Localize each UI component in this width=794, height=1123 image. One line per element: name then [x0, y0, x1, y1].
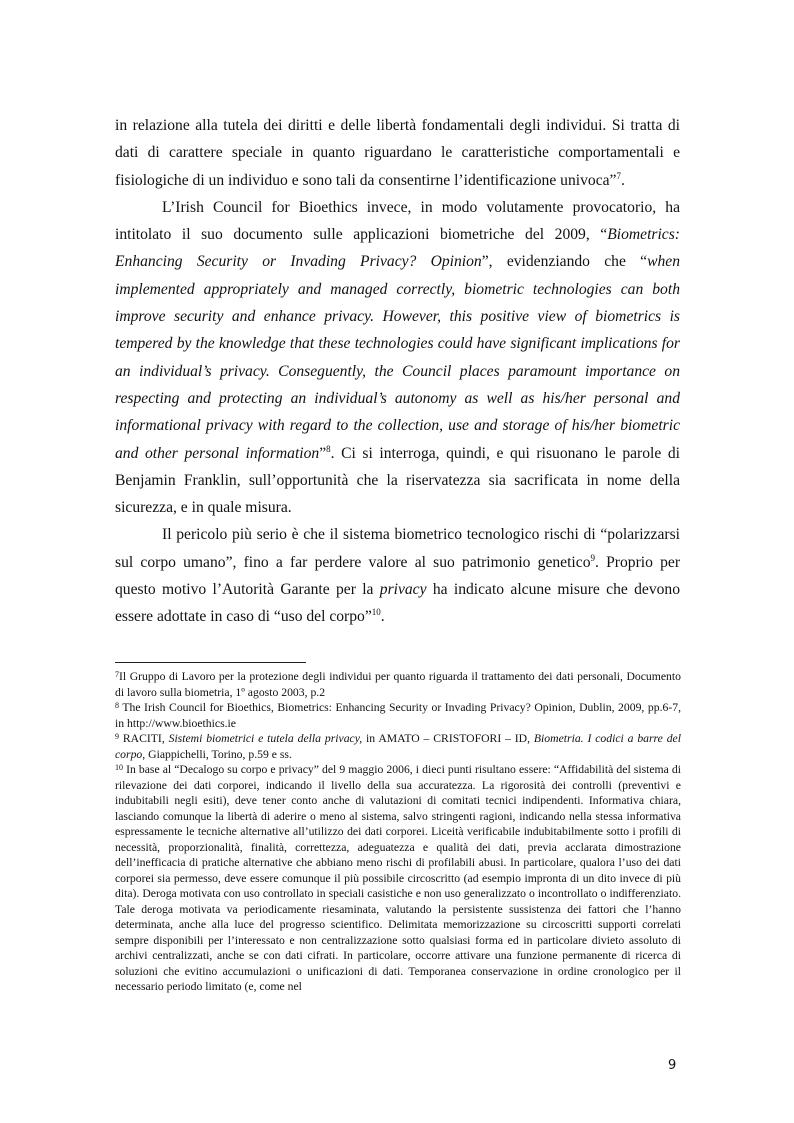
footnote-8: $^8$ The Irish Council for Bioethics, Biometrics: Enhancing Security or Invading Privacy? Opinion, Dublin, 2009, pp.6-7, in http://www.bioethics.ie	[115, 701, 681, 730]
footnote-ref-7[interactable]: 7	[616, 170, 621, 181]
quotation: when implemented appropriately and managed correctly, biometric technologies can both improve security and enhance privacy. However, this positive view of biometrics is tempered by the knowledge that these technologies could have significant implications for an individual’s privacy. Conseguently, the Council places paramount importance on respecting and protecting an individual’s autonomy as well as his/her personal and informational privacy with regard to the collection, use and storage of his/her biometric and other personal information	[115, 253, 680, 462]
document-title: Biometrics: Enhancing Security or Invading Privacy? Opinion	[115, 226, 680, 271]
footnote-separator	[115, 662, 306, 663]
paragraph-2: L’Irish Council for Bioethics invece, in modo volutamente provocatorio, ha intitolato il suo documento sulle applicazioni biometriche del 2009, “Biometrics: Enhancing Security or Invading Privacy? Opinion”, evidenziando che “when implemented appropriately and managed correctly, biometric technologies can both improve security and enhance privacy. However, this positive view of biometrics is tempered by the knowledge that these technologies could have significant implications for an individual’s privacy. Conseguently, the Council places paramount importance on respecting and protecting an individual’s autonomy as well as his/her personal and informational privacy with regard to the collection, use and storage of his/her biometric and other personal information”$^8$. Ci si interroga, quindi, e qui risuonano le parole di Benjamin Franklin, sull’opportunità che la riservatezza sia sacrificata in nome della sicurezza, e in quale misura.	[115, 198, 680, 517]
footnote-ref-10[interactable]: 10	[371, 607, 381, 618]
page-number: 9	[668, 1058, 677, 1073]
main-body	[115, 112, 680, 631]
footnote-ref-8[interactable]: 8	[326, 443, 331, 454]
footnote-9: $^9$ RACITI, Sistemi biometrici e tutela della privacy, in AMATO – CRISTOFORI – ID, Biometria. I codici a barre del corpo, Giappichelli, Torino, p.59 e ss.	[115, 732, 681, 761]
paragraph-3: Il pericolo più serio è che il sistema biometrico tecnologico rischi di “polarizzarsi sul corpo umano”, fino a far perdere valore al suo patrimonio genetico$^9$. Proprio per questo motivo l’Autorità Garante per la privacy ha indicato alcune misure che devono essere adottate in caso di “uso del corpo”$^{10}$.	[115, 526, 681, 626]
footnotes	[115, 669, 681, 995]
footnote-ref-9[interactable]: 9	[590, 552, 595, 563]
paragraph-1: in relazione alla tutela dei diritti e delle libertà fondamentali degli individui. Si tratta di dati di carattere speciale in quanto riguardano le caratteristiche comportamentali e fisiologiche di un individuo e sono tali da consentirne l’identificazione univoca”$^7$.	[115, 117, 680, 189]
footnote-7: $^7$Il Gruppo di Lavoro per la protezione degli individui per quanto riguarda il trattamento dei dati personali, Documento di lavoro sulla biometria, 1º agosto 2003, p.2	[115, 670, 681, 699]
footnote-10: $^{10}$ In base al “Decalogo su corpo e privacy” del 9 maggio 2006, i dieci punti risultano essere: “Affidabilità del sistema di rilevazione dei dati corporei, indicando il livello della sua accuratezza. La rigorosità dei controlli (preventivi e indubitabili negli esiti), deve tener conto anche di valutazioni di comitati tecnici indipendenti. Informativa chiara, lasciando comunque la libertà di aderire o meno al sistema, salvo stringenti ragioni, indicando nella stessa informativa espressamente le tecniche alternative all’utilizzo dei dati corporei. Liceità verificabile indubitabilmente sotto i profili di necessità, proporzionalità, finalità, correttezza, adeguatezza e qualità dei dati, previa acclarata dimostrazione dell’inefficacia di pratiche alternative che abbiano meno rischi di profilabili abusi. In particolare, qualora l’uso dei dati corporei sia permesso, deve essere comunque il più possibile circoscritto (ad esempio impronta di un dito invece di più dita). Deroga motivata con uso controllato in speciali casistiche e non uso generalizzato o incontrollato o indifferenziato. Tale deroga motivata va periodicamente riesaminata, valutando la persistente sussistenza dei fattori che l’hanno determinata, anche alla luce del progresso scientifico. Delimitata memorizzazione su circoscritti supporti correlati sempre disponibili per l’interessato e non centralizzazione sotto qualsiasi forma ed in particolare divieto assoluto di archivi centralizzati, anche se con dati cifrati. In particolare, occorre attivare una funzione permanente di ricerca di soluzioni che evitino accumulazioni o unificazioni di dati. Temporanea conservazione in ordine cronologico per il necessario periodo limitato (e, come nel	[115, 763, 681, 993]
